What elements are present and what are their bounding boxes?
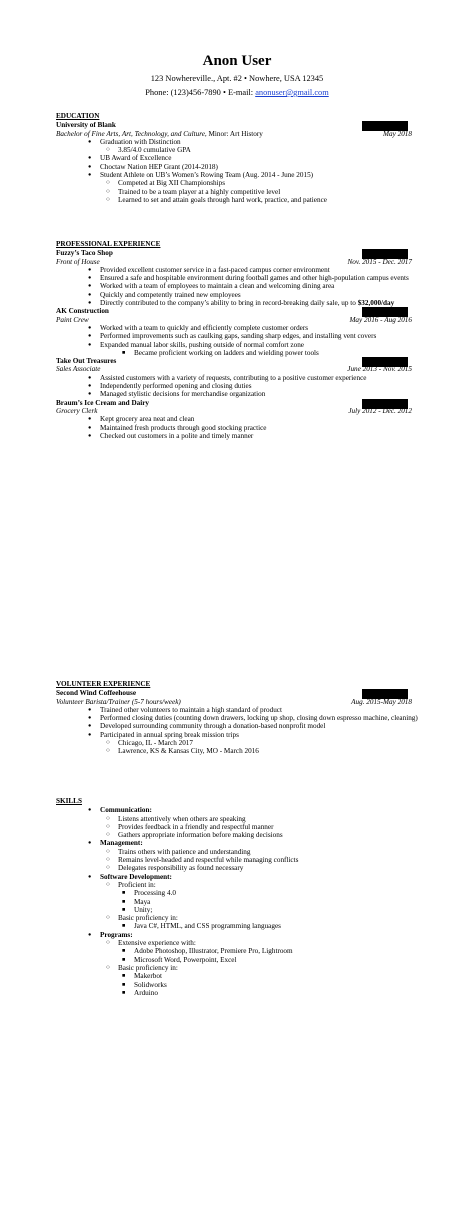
list-item-text: Provides feedback in a friendly and respectful manner <box>118 822 274 831</box>
list-item <box>56 972 418 980</box>
list-item-text: Checked out customers in a polite and timely manner <box>100 431 254 440</box>
list-item <box>56 914 418 922</box>
list-item <box>56 947 418 955</box>
skills-title: SKILLS <box>56 797 82 805</box>
list-item <box>56 815 418 823</box>
job-company: Braum’s Ice Cream and Dairy <box>56 398 150 407</box>
professional-section <box>56 240 418 440</box>
list-item <box>56 931 418 939</box>
list-item-text: Worked with a team of employees to maintain a clean and welcoming dining area <box>100 282 335 291</box>
list-item-text: Communication: <box>100 806 152 815</box>
list-item-text: Unity; <box>134 905 153 914</box>
list-item <box>56 848 418 856</box>
list-item-text: Performed closing duties (counting down drawers, locking up shop, closing down espresso machine, cleaning) <box>100 714 418 723</box>
list-item-text: Worked with a team to quickly and efficiently complete customer orders <box>100 323 309 332</box>
list-item-text: Arduino <box>134 988 158 997</box>
job-duties-list <box>56 324 418 357</box>
job-role: Front of House <box>56 257 100 266</box>
list-item <box>56 382 418 390</box>
list-item <box>56 831 418 839</box>
list-item-text: Provided excellent customer service in a fast-paced campus corner environment <box>100 265 330 274</box>
job-date: June 2013 - Nov. 2015 <box>347 365 412 374</box>
list-item <box>56 266 418 274</box>
job-role-row <box>56 407 418 415</box>
job-entry <box>56 357 418 398</box>
list-item-text: Performed improvements such as caulking gaps, sanding sharp edges, and installing vent covers <box>100 332 377 341</box>
list-item-text: Lawrence, KS & Kansas City, MO - March 2016 <box>118 747 259 756</box>
list-item-text: Learned to set and attain goals through hard work, practice, and patience <box>118 195 327 204</box>
list-item <box>56 922 418 930</box>
skills-list <box>56 806 418 997</box>
list-item <box>56 146 418 154</box>
list-item <box>56 906 418 914</box>
list-item <box>56 163 418 171</box>
list-item-text: Adobe Photoshop, Illustrator, Premiere Pro, Lightroom <box>134 947 293 956</box>
list-item-text: Delegates responsibility as found necessary <box>118 864 244 873</box>
list-item-text: Software Development: <box>100 872 172 881</box>
list-item <box>56 956 418 964</box>
list-item-text: Participated in annual spring break mission trips <box>100 730 239 739</box>
jobs-container <box>56 249 418 440</box>
list-item-text: Developed surrounding community through a donation-based nonprofit model <box>100 722 326 731</box>
list-item <box>56 291 418 299</box>
job-entry <box>56 249 418 307</box>
list-item-text: Graduation with Distinction <box>100 137 181 146</box>
list-item-text: Chicago, IL - March 2017 <box>118 739 193 748</box>
list-item-text: Trained other volunteers to maintain a high standard of product <box>100 705 282 714</box>
job-company: Fuzzy’s Taco Shop <box>56 249 113 258</box>
skills-section <box>56 797 418 997</box>
candidate-name: Anon User <box>202 53 272 69</box>
list-item-text: Gathers appropriate information before making decisions <box>118 831 283 840</box>
email-link[interactable]: anonuser@gmail.com <box>255 88 329 97</box>
list-item <box>56 274 418 282</box>
job-company: Take Out Treasures <box>56 357 117 366</box>
education-section <box>56 112 418 204</box>
job-duties-list <box>56 266 418 307</box>
list-item-text: Maya <box>134 897 151 906</box>
list-item <box>56 873 418 881</box>
list-item-text: Assisted customers with a variety of requests, contributing to a positive customer experience <box>100 373 367 382</box>
job-duties-list <box>56 374 418 399</box>
job-role-row <box>56 258 418 266</box>
list-item <box>56 349 418 357</box>
volunteer-role: Volunteer Barista/Trainer (5-7 hours/week) <box>56 697 181 706</box>
list-item <box>56 432 418 440</box>
job-date: Nov. 2015 - Dec. 2017 <box>347 257 412 266</box>
address-line: 123 Nowhereville., Apt. #2 • Nowhere, USA 12345 <box>150 74 324 83</box>
job-role: Paint Crew <box>56 315 89 324</box>
list-item-text: Choctaw Nation HEP Grant (2014-2018) <box>100 162 218 171</box>
list-item <box>56 179 418 187</box>
list-item <box>56 188 418 196</box>
list-item <box>56 299 418 307</box>
job-company: AK Construction <box>56 307 109 316</box>
list-item-text: Programs: <box>100 930 133 939</box>
list-item <box>56 739 418 747</box>
list-item <box>56 722 418 730</box>
list-item <box>56 196 418 204</box>
job-company-row <box>56 399 418 407</box>
list-item-text: Independently performed opening and closing duties <box>100 382 252 391</box>
degree-row <box>56 130 418 138</box>
list-item <box>56 964 418 972</box>
job-role-row <box>56 365 418 373</box>
list-item <box>56 324 418 332</box>
list-item-text: Maintained fresh products through good stocking practice <box>100 423 267 432</box>
list-item <box>56 856 418 864</box>
list-item <box>56 939 418 947</box>
list-item-text: Basic proficiency in: <box>118 914 178 923</box>
job-company-row <box>56 249 418 257</box>
job-date: July 2012 - Dec. 2012 <box>348 406 412 415</box>
list-item <box>56 390 418 398</box>
list-item <box>56 706 418 714</box>
list-item-text: UB Award of Excellence <box>100 154 172 163</box>
list-item <box>56 889 418 897</box>
list-item <box>56 823 418 831</box>
education-school-row <box>56 121 418 129</box>
school-name: University of Blank <box>56 121 116 130</box>
job-role-row <box>56 316 418 324</box>
list-item-text: Became proficient working on ladders and wielding power tools <box>134 348 319 357</box>
job-date: May 2016 - Aug 2016 <box>349 315 412 324</box>
list-item-text: Quickly and competently trained new employees <box>100 290 241 299</box>
professional-title: PROFESSIONAL EXPERIENCE <box>56 240 161 248</box>
contact-line <box>0 87 474 99</box>
list-item <box>56 881 418 889</box>
volunteer-org-row <box>56 689 418 697</box>
resume-header <box>0 52 474 99</box>
job-company-row <box>56 357 418 365</box>
list-item-text: Trains others with patience and understanding <box>118 847 251 856</box>
list-item-text: Processing 4.0 <box>134 889 176 898</box>
job-company-row <box>56 307 418 315</box>
list-item <box>56 154 418 162</box>
list-item-text: Student Athlete on UB’s Women’s Rowing Team (Aug. 2014 - June 2015) <box>100 171 314 180</box>
list-item <box>56 898 418 906</box>
job-duties-list <box>56 415 418 440</box>
list-item <box>56 714 418 722</box>
list-item <box>56 282 418 290</box>
volunteer-org: Second Wind Coffeehouse <box>56 689 137 698</box>
education-list <box>56 138 418 204</box>
list-item-text: Listens attentively when others are speaking <box>118 814 246 823</box>
job-entry <box>56 307 418 357</box>
list-item-text: Expanded manual labor skills, pushing outside of normal comfort zone <box>100 340 305 349</box>
education-date: May 2018 <box>383 129 412 138</box>
list-item <box>56 171 418 179</box>
list-item-text: Managed stylistic decisions for merchandise organization <box>100 390 266 399</box>
list-item <box>56 415 418 423</box>
list-item-text: Directly contributed to the company’s ability to bring in record-breaking daily sale, up to <box>100 299 356 308</box>
volunteer-list <box>56 706 418 756</box>
list-item-text: Ensured a safe and hospitable environment during football games and other high-population campus events <box>100 274 409 283</box>
list-item <box>56 424 418 432</box>
volunteer-title: VOLUNTEER EXPERIENCE <box>56 680 151 688</box>
education-title: EDUCATION <box>56 112 100 120</box>
list-item-text: Proficient in: <box>118 880 156 889</box>
list-item <box>56 806 418 814</box>
list-item <box>56 981 418 989</box>
list-item-text: Remains level-headed and respectful while managing conflicts <box>118 856 299 865</box>
list-item-text: Microsoft Word, Powerpoint, Excel <box>134 955 237 964</box>
list-item <box>56 341 418 349</box>
list-item-text: 3.85/4.0 cumulative GPA <box>118 146 191 155</box>
list-item <box>56 332 418 340</box>
volunteer-section <box>56 680 418 756</box>
list-item-text: Trained to be a team player at a highly competitive level <box>118 187 281 196</box>
list-item <box>56 839 418 847</box>
list-item <box>56 989 418 997</box>
list-item-text: Java C#, HTML, and CSS programming languages <box>134 922 281 931</box>
list-item-text: Competed at Big XII Championships <box>118 179 226 188</box>
job-entry <box>56 399 418 440</box>
volunteer-role-row <box>56 698 418 706</box>
minor-text: Minor: Art History <box>206 129 263 138</box>
list-item <box>56 138 418 146</box>
job-role: Sales Associate <box>56 365 101 374</box>
list-item <box>56 864 418 872</box>
list-item-text: Management: <box>100 839 143 848</box>
highlight-text: $32,000/day <box>357 299 395 308</box>
list-item <box>56 731 418 739</box>
phone-text: Phone: (123)456-7890 • E-mail: <box>145 88 256 97</box>
list-item-text: Basic proficiency in: <box>118 963 178 972</box>
degree-text: Bachelor of Fine Arts, Art, Technology, and Culture, <box>56 129 207 138</box>
list-item-text: Makerbot <box>134 972 162 981</box>
list-item <box>56 747 418 755</box>
list-item-text: Solidworks <box>134 980 167 989</box>
volunteer-date: Aug. 2015-May 2018 <box>351 697 412 706</box>
job-role: Grocery Clerk <box>56 406 98 415</box>
list-item <box>56 374 418 382</box>
list-item-text: Extensive experience with: <box>118 939 196 948</box>
list-item-text: Kept grocery area neat and clean <box>100 415 195 424</box>
